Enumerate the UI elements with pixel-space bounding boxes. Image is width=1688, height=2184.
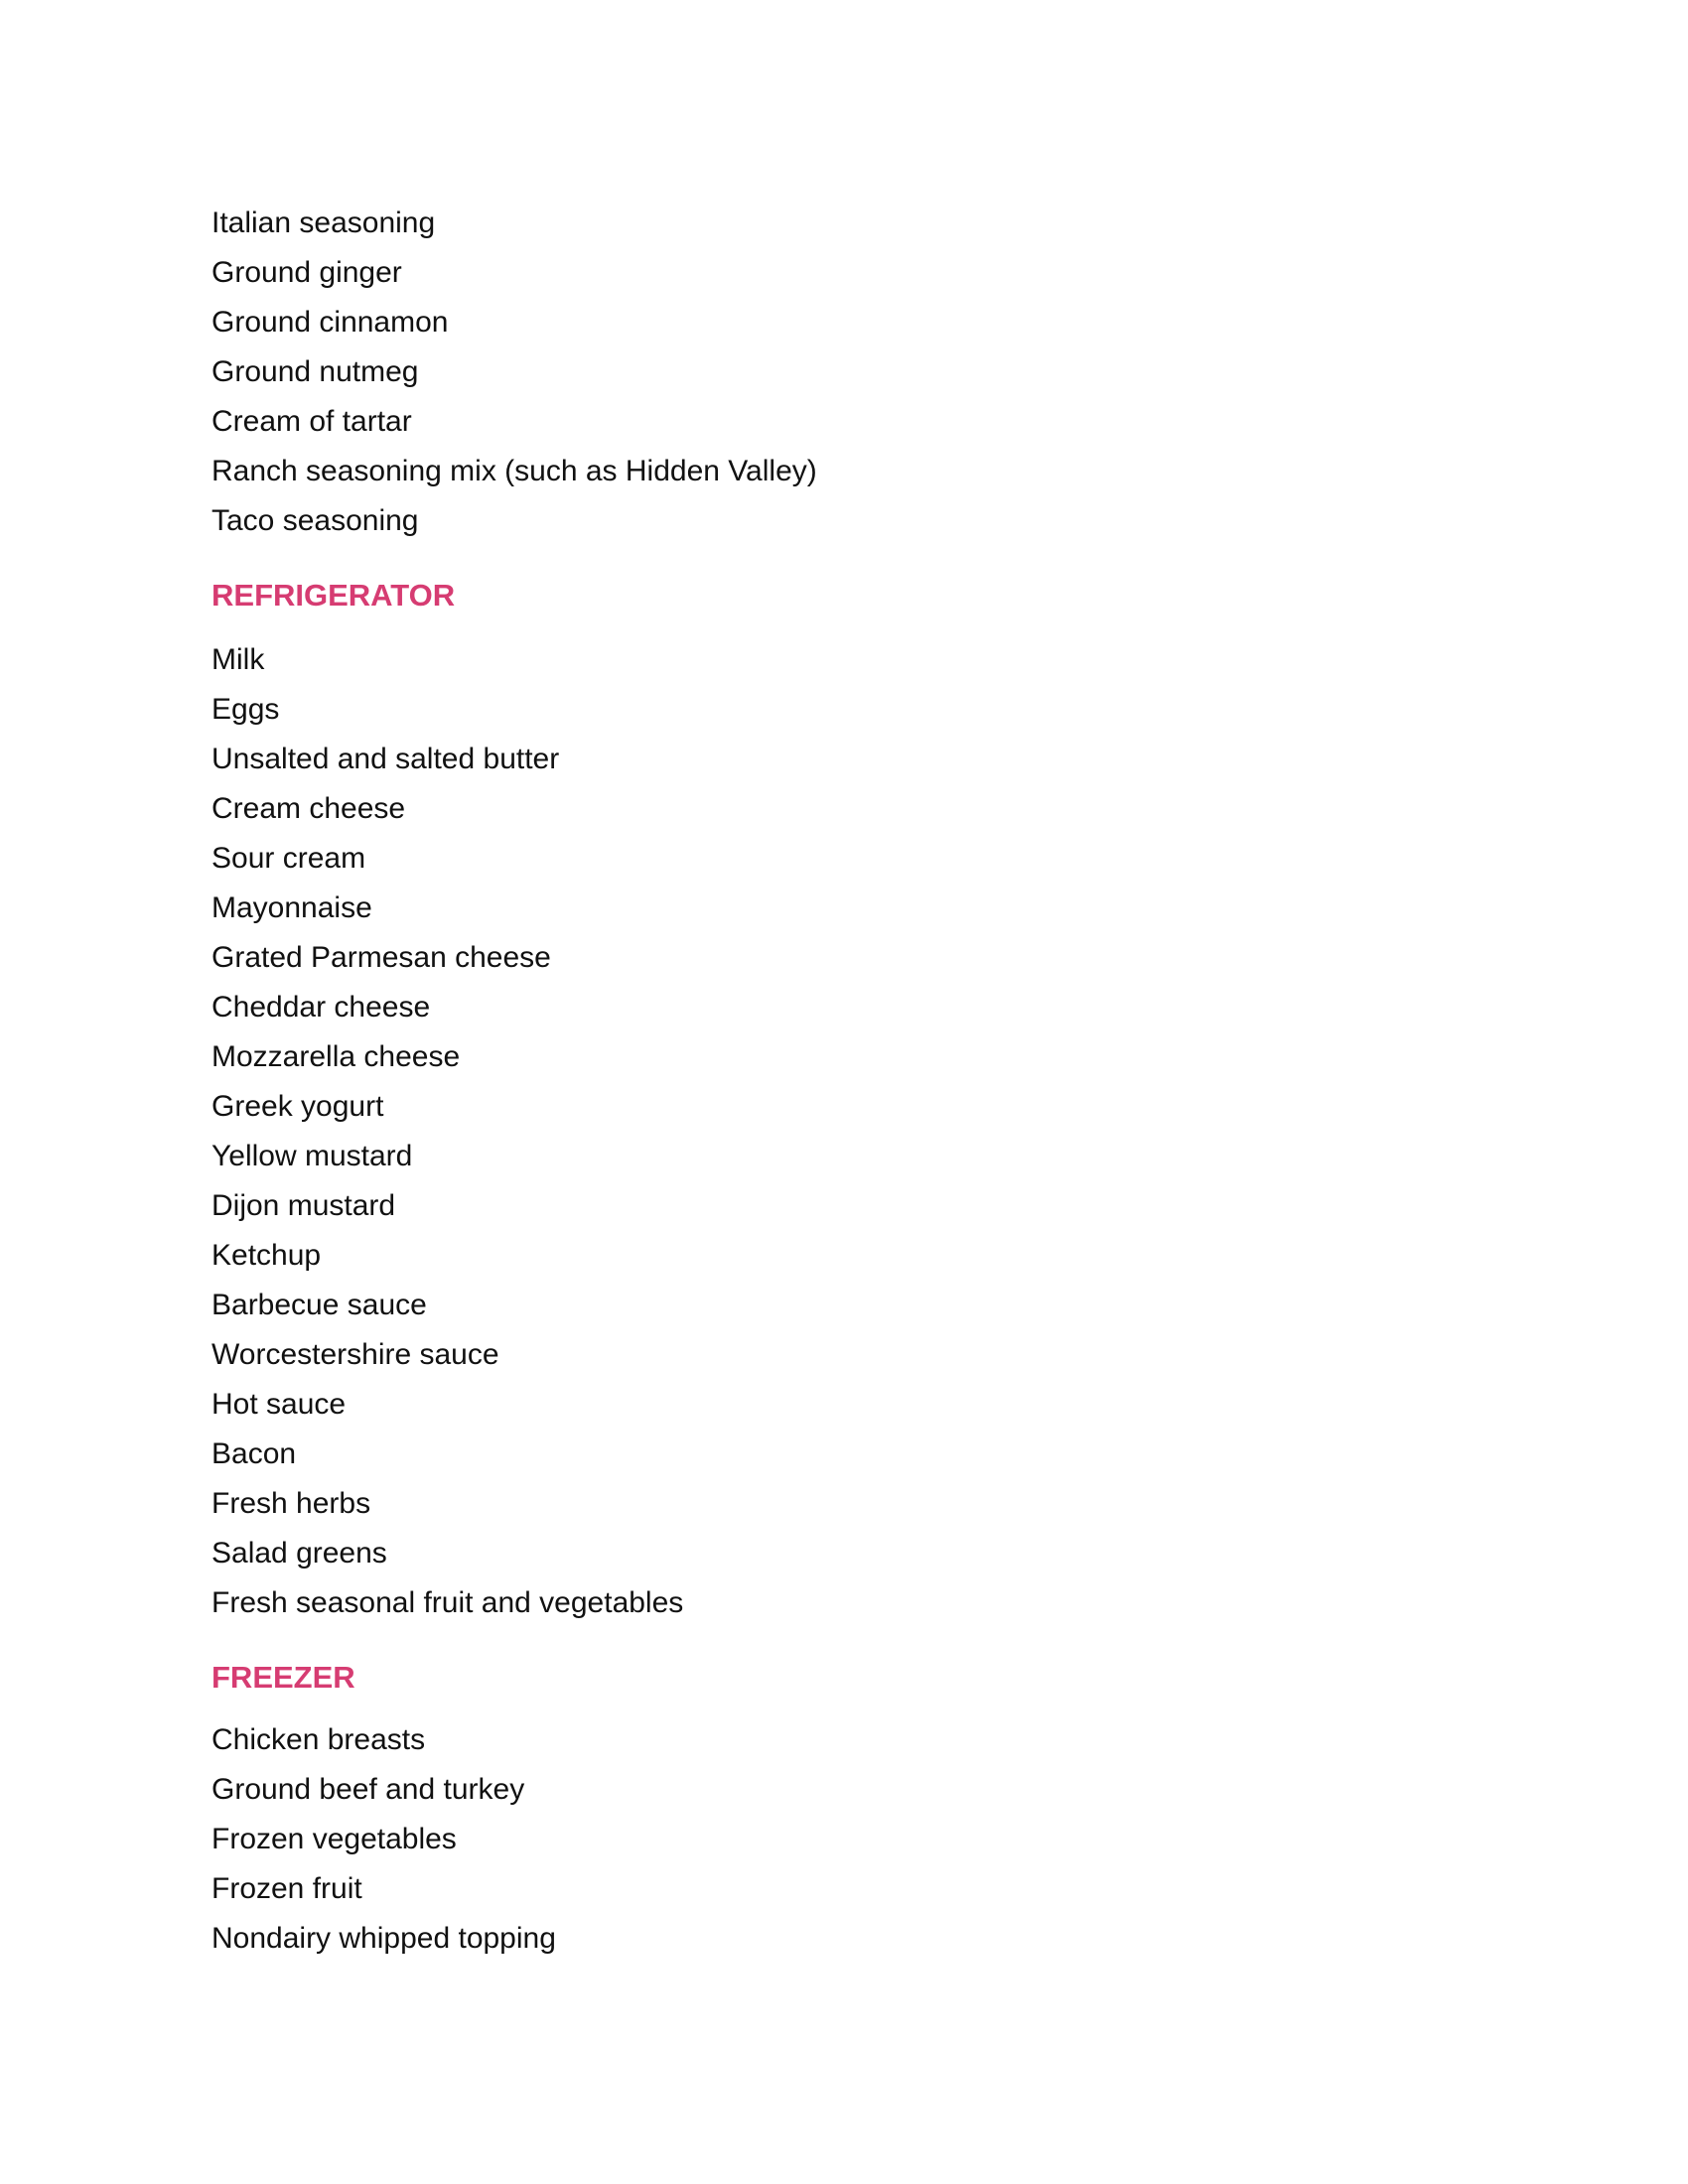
list-item: Frozen fruit bbox=[211, 1872, 362, 1905]
document-page bbox=[211, 199, 1502, 1964]
list-item: Mozzarella cheese bbox=[211, 1040, 461, 1073]
list-item: Ground cinnamon bbox=[211, 306, 449, 339]
list-item: Nondairy whipped topping bbox=[211, 1922, 556, 1955]
list-item: Cheddar cheese bbox=[211, 991, 431, 1024]
list-item: Dijon mustard bbox=[211, 1189, 396, 1222]
list-item: Salad greens bbox=[211, 1537, 387, 1570]
list-item: Fresh herbs bbox=[211, 1487, 371, 1520]
list-item: Cream of tartar bbox=[211, 405, 412, 438]
list-item: Frozen vegetables bbox=[211, 1823, 457, 1855]
list-item: Ground ginger bbox=[211, 256, 402, 289]
list-item: Ranch seasoning mix (such as Hidden Valley) bbox=[211, 455, 817, 487]
list-item: Barbecue sauce bbox=[211, 1289, 427, 1321]
freezer-heading: FREEZER bbox=[211, 1660, 355, 1695]
list-item: Italian seasoning bbox=[211, 206, 436, 239]
freezer-list bbox=[211, 1715, 1502, 1964]
list-item: Bacon bbox=[211, 1437, 297, 1470]
list-item: Eggs bbox=[211, 693, 280, 726]
list-item: Mayonnaise bbox=[211, 891, 372, 924]
list-item: Greek yogurt bbox=[211, 1090, 384, 1123]
list-item: Hot sauce bbox=[211, 1388, 347, 1421]
spices-list bbox=[211, 199, 1502, 546]
list-item: Sour cream bbox=[211, 842, 366, 875]
list-item: Cream cheese bbox=[211, 792, 406, 825]
refrigerator-list bbox=[211, 635, 1502, 1628]
list-item: Ground beef and turkey bbox=[211, 1773, 525, 1806]
list-item: Ketchup bbox=[211, 1239, 322, 1272]
list-item: Taco seasoning bbox=[211, 504, 419, 537]
list-item: Grated Parmesan cheese bbox=[211, 941, 551, 974]
refrigerator-heading: REFRIGERATOR bbox=[211, 578, 456, 613]
list-item: Ground nutmeg bbox=[211, 355, 419, 388]
list-item: Unsalted and salted butter bbox=[211, 743, 560, 775]
list-item: Milk bbox=[211, 643, 265, 676]
list-item: Fresh seasonal fruit and vegetables bbox=[211, 1586, 684, 1619]
list-item: Worcestershire sauce bbox=[211, 1338, 499, 1371]
list-item: Chicken breasts bbox=[211, 1723, 426, 1756]
list-item: Yellow mustard bbox=[211, 1140, 413, 1172]
